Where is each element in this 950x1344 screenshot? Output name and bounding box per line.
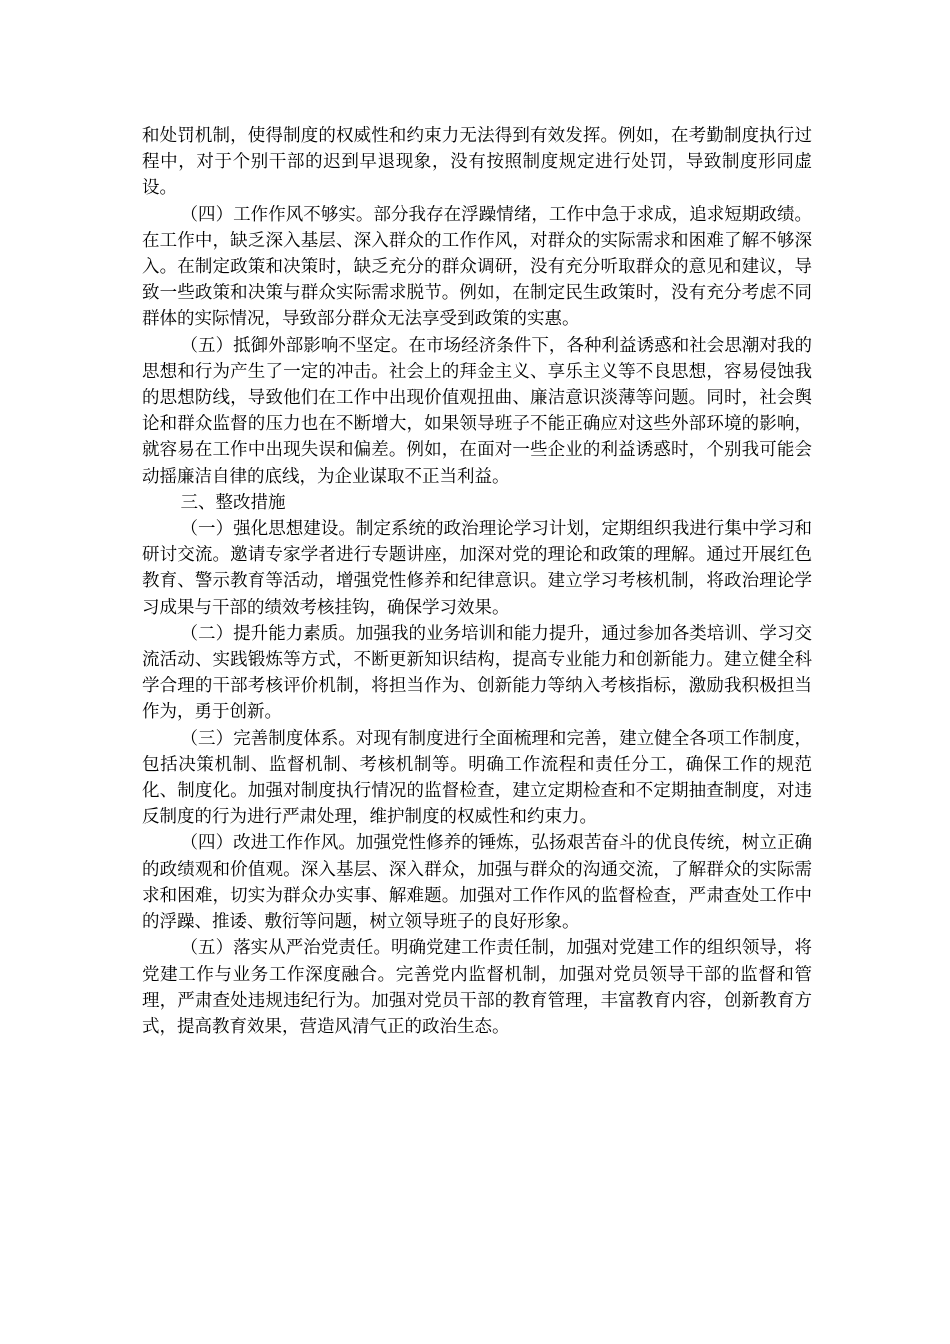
paragraph-party-discipline: （五）落实从严治党责任。明确党建工作责任制，加强对党建工作的组织领导，将党建工作与业务工作深度融合。完善党内监督机制，加强对党员领导干部的监督和管理，严肃查处违规违纪行为。加强对党员干部的教育管理，丰富教育内容，创新教育方式，提高教育效果，营造风清气正的政治生态。 bbox=[142, 938, 812, 1037]
paragraph-work-style-improvement: （四）改进工作作风。加强党性修养的锤炼，弘扬艰苦奋斗的优良传统，树立正确的政绩观和价值观。深入基层、深入群众，加强与群众的沟通交流，了解群众的实际需求和困难，切实为群众办实事、解难题。加强对工作作风的监督检查，严肃查处工作中的浮躁、推诿、敷衍等问题，树立领导班子的良好形象。 bbox=[142, 833, 812, 933]
paragraph-work-style: （四）工作作风不够实。部分我存在浮躁情绪，工作中急于求成，追求短期政绩。在工作中，缺乏深入基层、深入群众的工作作风，对群众的实际需求和困难了解不够深入。在制定政策和决策时，缺乏充分的群众调研，没有充分听取群众的意见和建议，导致一些政策和决策与群众实际需求脱节。例如，在制定民生政策时，没有充分考虑不同群体的实际情况，导致部分群众无法享受到政策的实惠。 bbox=[142, 204, 812, 330]
document-body bbox=[142, 123, 812, 1040]
paragraph-continued: 和处罚机制，使得制度的权威性和约束力无法得到有效发挥。例如，在考勤制度执行过程中，对于个别干部的迟到早退现象，没有按照制度规定进行处罚，导致制度形同虚设。 bbox=[142, 126, 812, 199]
paragraph-system-improvement: （三）完善制度体系。对现有制度进行全面梳理和完善，建立健全各项工作制度，包括决策机制、监督机制、考核机制等。明确工作流程和责任分工，确保工作的规范化、制度化。加强对制度执行情况的监督检查，建立定期检查和不定期抽查制度，对违反制度的行为进行严肃处理，维护制度的权威性和约束力。 bbox=[142, 728, 812, 828]
paragraph-external-influence: （五）抵御外部影响不坚定。在市场经济条件下，各种利益诱惑和社会思潮对我的思想和行为产生了一定的冲击。社会上的拜金主义、享乐主义等不良思想，容易侵蚀我的思想防线，导致他们在工作中出现价值观扭曲、廉洁意识淡薄等问题。同时，社会舆论和群众监督的压力也在不断增大，如果领导班子不能正确应对这些外部环境的影响，就容易在工作中出现失误和偏差。例如，在面对一些企业的利益诱惑时，个别我可能会动摇廉洁自律的底线，为企业谋取不正当利益。 bbox=[142, 335, 812, 487]
paragraph-ideological-building: （一）强化思想建设。制定系统的政治理论学习计划，定期组织我进行集中学习和研讨交流。邀请专家学者进行专题讲座，加深对党的理论和政策的理解。通过开展红色教育、警示教育等活动，增强党性修养和纪律意识。建立学习考核机制，将政治理论学习成果与干部的绩效考核挂钩，确保学习效果。 bbox=[142, 519, 812, 618]
section-heading-rectification: 三、整改措施 bbox=[180, 492, 286, 513]
paragraph-ability-improvement: （二）提升能力素质。加强我的业务培训和能力提升，通过参加各类培训、学习交流活动、实践锻炼等方式，不断更新知识结构，提高专业能力和创新能力。建立健全科学合理的干部考核评价机制，将担当作为、创新能力等纳入考核指标，激励我积极担当作为，勇于创新。 bbox=[142, 623, 812, 723]
